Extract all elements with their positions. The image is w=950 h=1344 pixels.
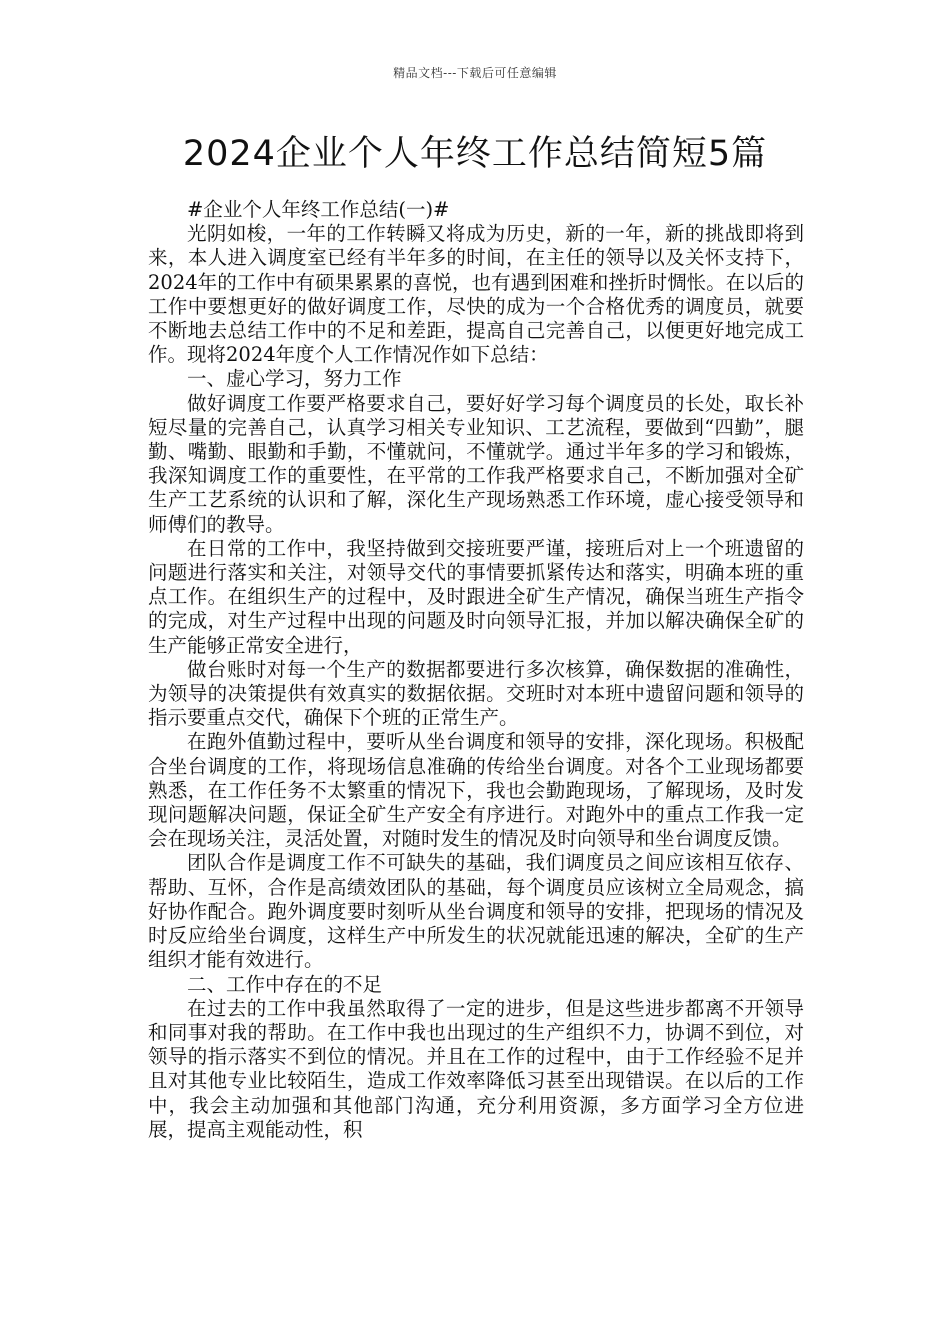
subheading: 二、工作中存在的不足 [187,972,383,996]
paragraph: 做台账时对每一个生产的数据都要进行多次核算，确保数据的准确性，为领导的决策提供有效真实的数据依据。交班时对本班中遗留问题和领导的指示要重点交代，确保下个班的正常生产。 [148,657,804,730]
page-header: 精品文档---下载后可任意编辑 [393,66,557,80]
subheading: 一、虚心学习，努力工作 [187,367,402,391]
paragraph: 在过去的工作中我虽然取得了一定的进步，但是这些进步都离不开领导和同事对我的帮助。在工作中我也出现过的生产组织不力，协调不到位，对领导的指示落实不到位的情况。并且在工作的过程中，由于工作经验不足并且对其他专业比较陌生，造成工作效率降低习甚至出现错误。在以后的工作中，我会主动加强和其他部门沟通，充分利用资源，多方面学习全方位进展，提高主观能动性，积 [148,996,804,1141]
paragraph: 在跑外值勤过程中，要听从坐台调度和领导的安排，深化现场。积极配合坐台调度的工作，将现场信息准确的传给坐台调度。对各个工业现场都要熟悉，在工作任务不太繁重的情况下，我也会勤跑现场，了解现场，及时发现问题解决问题，保证全矿生产安全有序进行。对跑外中的重点工作我一定会在现场关注，灵活处置，对随时发生的情况及时向领导和坐台调度反馈。 [148,730,804,851]
paragraph: 做好调度工作要严格要求自己，要好好学习每个调度员的长处，取长补短尽量的完善自己，认真学习相关专业知识、工艺流程，要做到“四勤”，腿勤、嘴勤、眼勤和手勤，不懂就问，不懂就学。通过半年多的学习和锻炼，我深知调度工作的重要性，在平常的工作我严格要求自己，不断加强对全矿生产工艺系统的认识和了解，深化生产现场熟悉工作环境，虚心接受领导和师傅们的教导。 [148,391,804,536]
section-heading: #企业个人年终工作总结(一)# [187,198,450,221]
paragraph: 在日常的工作中，我坚持做到交接班要严谨，接班后对上一个班遗留的问题进行落实和关注，对领导交代的事情要抓紧传达和落实，明确本班的重点工作。在组织生产的过程中，及时跟进全矿生产情况，确保当班生产指令的完成，对生产过程中出现的问题及时向领导汇报，并加以解决确保全矿的生产能够正常安全进行， [148,536,804,657]
document-body [148,198,804,1142]
document-title: 2024企业个人年终工作总结简短5篇 [182,134,768,174]
paragraph: 团队合作是调度工作不可缺失的基础，我们调度员之间应该相互依存、帮助、互怀，合作是高绩效团队的基础，每个调度员应该树立全局观念，搞好协作配合。跑外调度要时刻听从坐台调度和领导的安排，把现场的情况及时反应给坐台调度，这样生产中所发生的状况就能迅速的解决，全矿的生产组织才能有效进行。 [148,851,804,972]
paragraph: 光阴如梭，一年的工作转瞬又将成为历史，新的一年，新的挑战即将到来，本人进入调度室已经有半年多的时间，在主任的领导以及关怀支持下，2024年的工作中有硕果累累的喜悦，也有遇到困难和挫折时惆怅。在以后的工作中要想更好的做好调度工作，尽快的成为一个合格优秀的调度员，就要不断地去总结工作中的不足和差距，提高自己完善自己，以便更好地完成工作。现将2024年度个人工作情况作如下总结： [148,222,804,367]
